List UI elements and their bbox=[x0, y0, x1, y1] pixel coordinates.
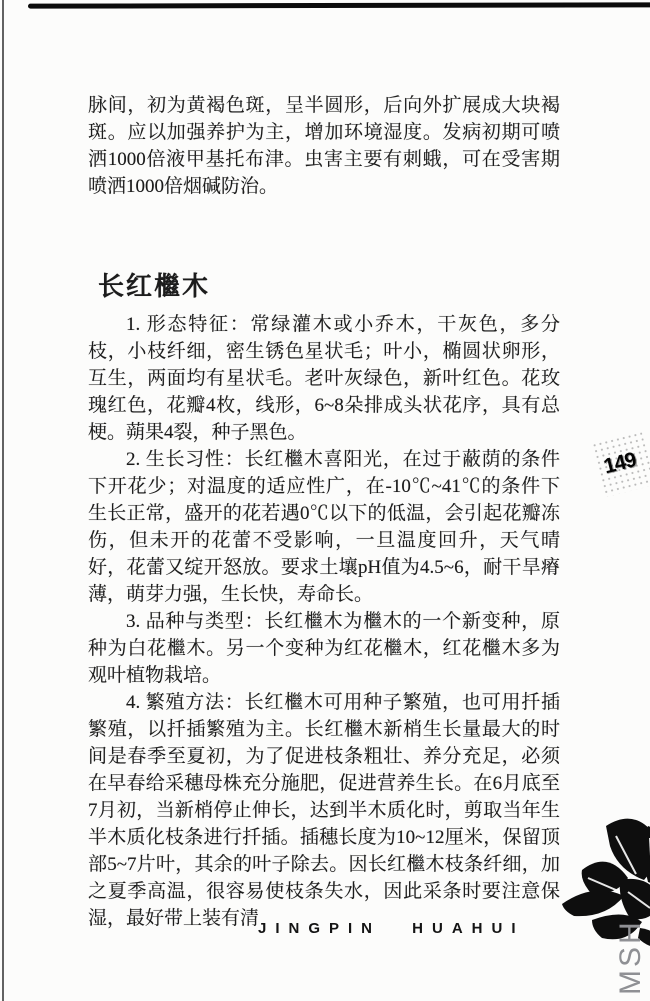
section-title: 长红檵木 bbox=[98, 271, 211, 301]
footer-running-title: JINGPIN HUAHUI bbox=[258, 920, 525, 937]
body-paragraph-morphology: 1. 形态特征：常绿灌木或小乔木，干灰色，多分枝，小枝纤细，密生锈色星状毛；叶小，椭圆状卵形，互生，两面均有星状毛。老叶灰绿色，新叶红色。花玫瑰红色，花瓣4枚，线形，6~8朵排成头状花序，具有总梗。蒴果4裂，种子黑色。 bbox=[88, 314, 560, 443]
page-top-rule bbox=[28, 2, 650, 8]
body-paragraph-propagation: 4. 繁殖方法：长红檵木可用种子繁殖，也可用扦插繁殖，以扦插繁殖为主。长红檵木新梢生长量最大的时间是春季至夏初，为了促进枝条粗壮、养分充足，必须在早春给采穗母株充分施肥，促进营养生长。在6月底至7月初，当新梢停止伸长，达到半木质化时，剪取当年生半木质化枝条进行扦插。插穗长度为10~12厘米，保留顶部5~7片叶，其余的叶子除去。因长红檵木枝条纤细，加之夏季高温，很容易使枝条失水，因此采条时要注意保湿，最好带上装有清 bbox=[88, 692, 560, 929]
watermark-text: MSH bbox=[614, 919, 647, 995]
page-text-column bbox=[88, 92, 560, 932]
page-left-rule bbox=[2, 0, 4, 1001]
body-paragraph-varieties: 3. 品种与类型：长红檵木为檵木的一个新变种，原种为白花檵木。另一个变种为红花檵木，红花檵木多为观叶植物栽培。 bbox=[88, 611, 560, 686]
page-number-stamp bbox=[591, 431, 650, 498]
body-paragraph-growth-habit: 2. 生长习性：长红檵木喜阳光，在过于蔽荫的条件下开花少；对温度的适应性广，在-10℃~41℃的条件下生长正常，盛开的花若遇0℃以下的低温，会引起花瓣冻伤，但未开的花蕾不受影响，一旦温度回升，天气晴好，花蕾又绽开怒放。要求土壤pH值为4.5~6，耐干旱瘠薄，萌芽力强，生长快，寿命长。 bbox=[88, 449, 560, 605]
page-number: 149 bbox=[601, 448, 639, 479]
continued-paragraph: 脉间，初为黄褐色斑，呈半圆形，后向外扩展成大块褐斑。应以加强养护为主，增加环境湿度。发病初期可喷洒1000倍液甲基托布津。虫害主要有刺蛾，可在受害期喷洒1000倍烟碱防治。 bbox=[88, 95, 560, 197]
